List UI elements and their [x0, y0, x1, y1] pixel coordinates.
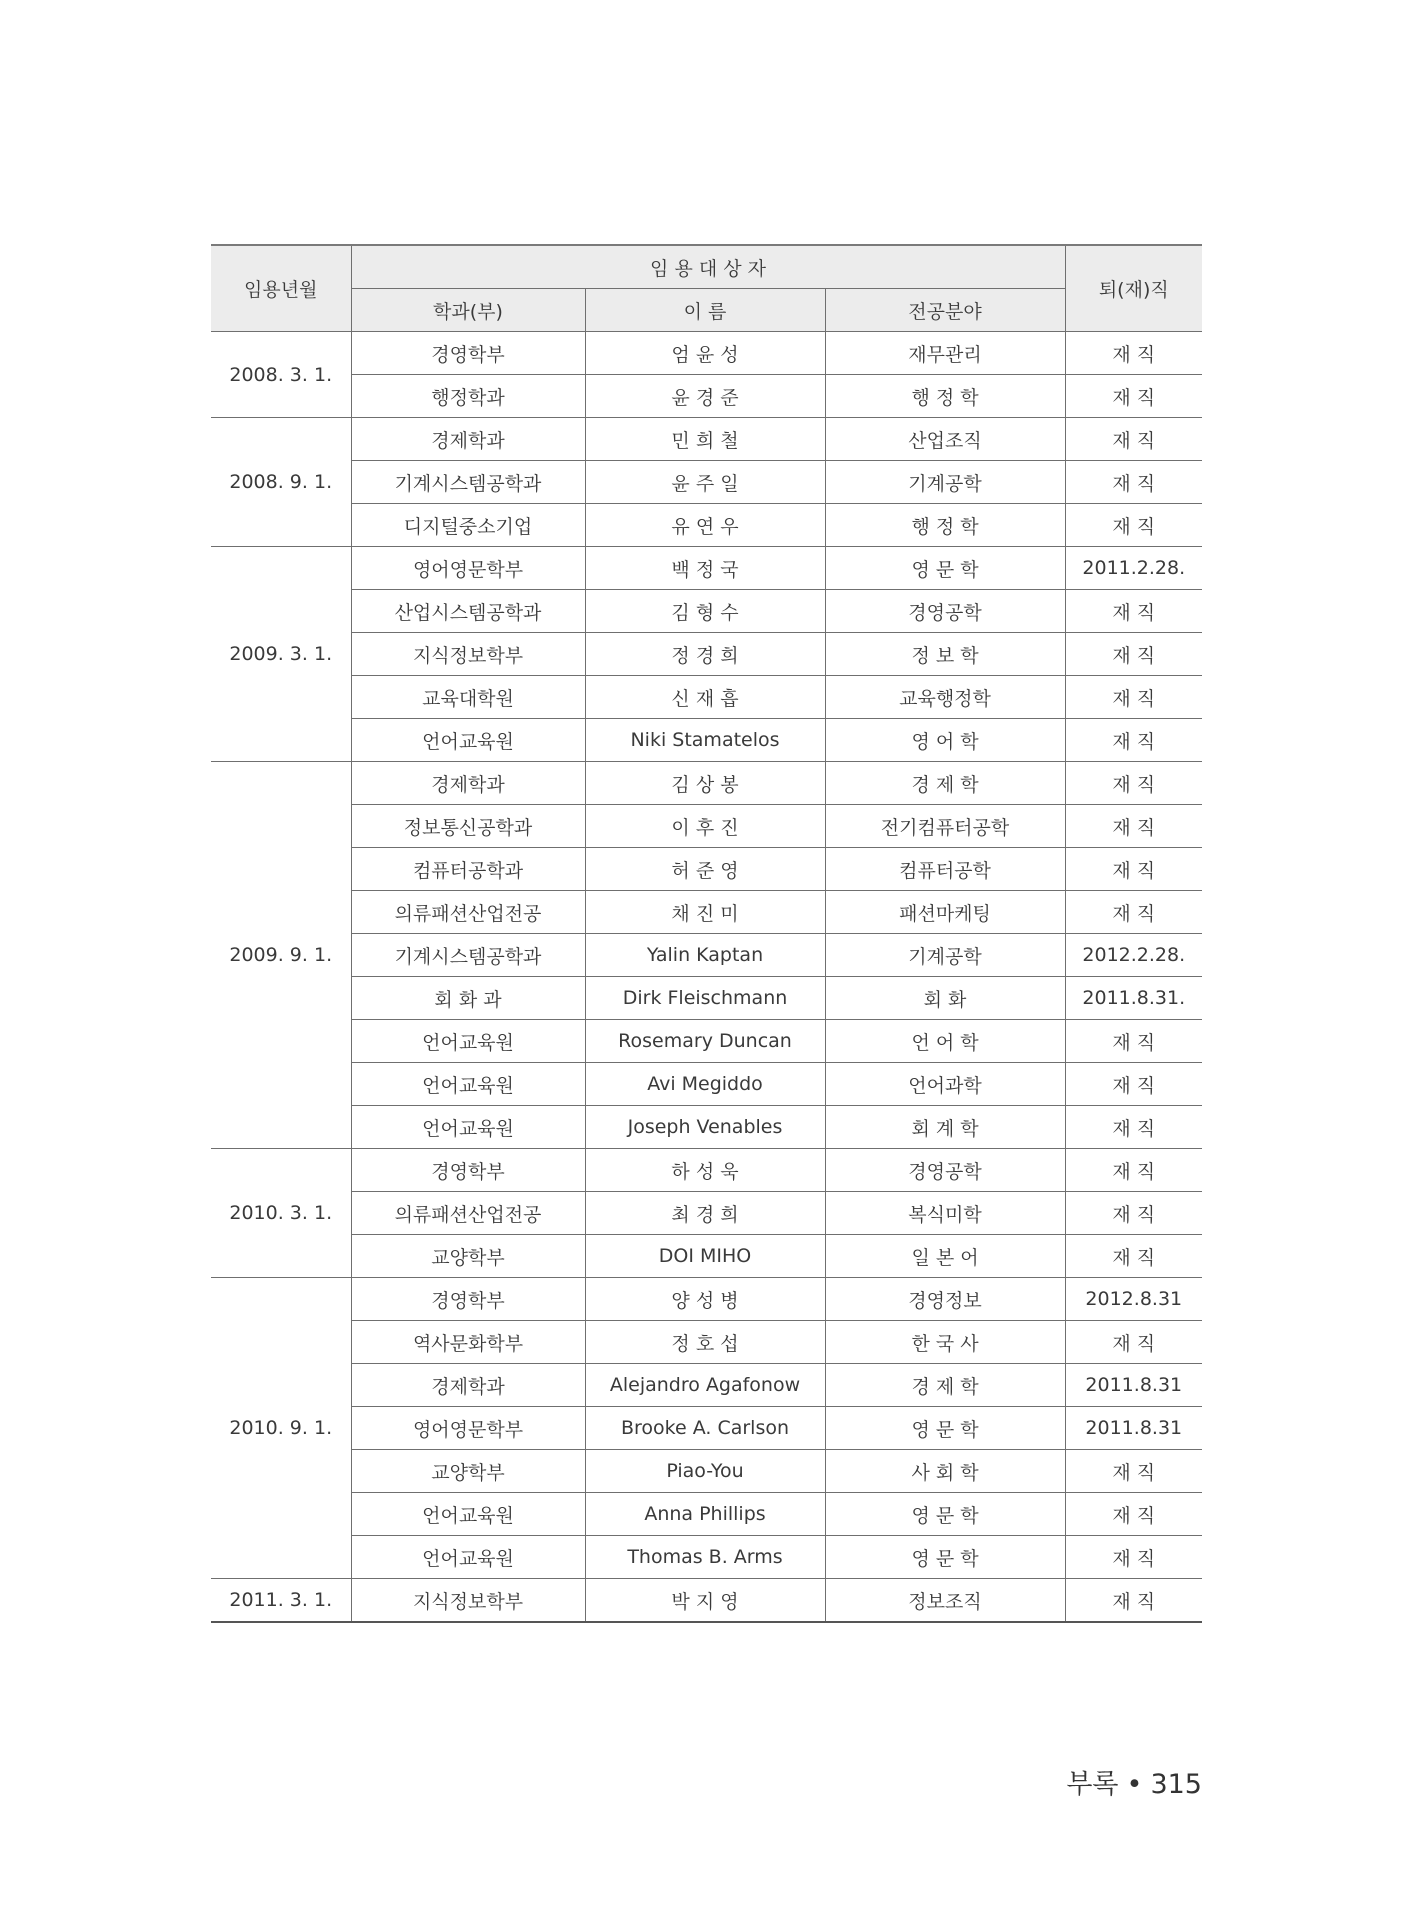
cell-status: 재 직	[1065, 1321, 1202, 1364]
cell-status: 재 직	[1065, 1020, 1202, 1063]
cell-name: Thomas B. Arms	[585, 1536, 825, 1579]
cell-field: 일 본 어	[825, 1235, 1065, 1278]
table-row	[211, 1450, 1202, 1493]
cell-dept: 정보통신공학과	[351, 805, 585, 848]
cell-status: 2011.8.31	[1065, 1407, 1202, 1450]
cell-field: 재무관리	[825, 332, 1065, 375]
cell-dept: 역사문화학부	[351, 1321, 585, 1364]
cell-name: Avi Megiddo	[585, 1063, 825, 1106]
cell-name: 이 후 진	[585, 805, 825, 848]
cell-field: 언 어 학	[825, 1020, 1065, 1063]
cell-dept: 교양학부	[351, 1235, 585, 1278]
cell-name: 채 진 미	[585, 891, 825, 934]
cell-name: Brooke A. Carlson	[585, 1407, 825, 1450]
cell-status: 2011.8.31	[1065, 1364, 1202, 1407]
cell-dept: 영어영문학부	[351, 547, 585, 590]
table-row	[211, 719, 1202, 762]
table-header	[211, 245, 1202, 332]
cell-field: 패션마케팅	[825, 891, 1065, 934]
cell-name: Joseph Venables	[585, 1106, 825, 1149]
header-group: 임 용 대 상 자	[351, 245, 1065, 289]
cell-status: 재 직	[1065, 633, 1202, 676]
table-row	[211, 1493, 1202, 1536]
cell-status: 2012.2.28.	[1065, 934, 1202, 977]
table-row	[211, 1364, 1202, 1407]
cell-status: 재 직	[1065, 1579, 1202, 1623]
cell-status: 재 직	[1065, 375, 1202, 418]
cell-field: 언어과학	[825, 1063, 1065, 1106]
cell-field: 기계공학	[825, 934, 1065, 977]
table-row	[211, 977, 1202, 1020]
page-footer	[1066, 1762, 1202, 1801]
cell-name: 신 재 흡	[585, 676, 825, 719]
cell-field: 행 정 학	[825, 504, 1065, 547]
footer-separator: •	[1126, 1769, 1143, 1800]
cell-field: 회 계 학	[825, 1106, 1065, 1149]
cell-name: 허 준 영	[585, 848, 825, 891]
table-row	[211, 1278, 1202, 1321]
cell-name: 정 경 희	[585, 633, 825, 676]
cell-dept: 언어교육원	[351, 719, 585, 762]
cell-name: 민 희 철	[585, 418, 825, 461]
header-dept: 학과(부)	[351, 289, 585, 332]
cell-dept: 언어교육원	[351, 1106, 585, 1149]
cell-name: 백 정 국	[585, 547, 825, 590]
cell-status: 재 직	[1065, 1235, 1202, 1278]
cell-dept: 기계시스템공학과	[351, 934, 585, 977]
cell-field: 영 문 학	[825, 1493, 1065, 1536]
cell-date: 2009. 9. 1.	[211, 762, 351, 1149]
cell-name: 정 호 섭	[585, 1321, 825, 1364]
cell-name: 윤 경 준	[585, 375, 825, 418]
cell-dept: 경영학부	[351, 1149, 585, 1192]
cell-name: 최 경 희	[585, 1192, 825, 1235]
cell-dept: 산업시스템공학과	[351, 590, 585, 633]
cell-status: 재 직	[1065, 762, 1202, 805]
cell-dept: 언어교육원	[351, 1063, 585, 1106]
cell-dept: 교육대학원	[351, 676, 585, 719]
cell-name: 하 성 욱	[585, 1149, 825, 1192]
cell-field: 컴퓨터공학	[825, 848, 1065, 891]
cell-field: 경영공학	[825, 590, 1065, 633]
table-row	[211, 332, 1202, 375]
cell-status: 재 직	[1065, 1450, 1202, 1493]
table-row	[211, 1020, 1202, 1063]
cell-field: 경 제 학	[825, 1364, 1065, 1407]
table-row	[211, 375, 1202, 418]
cell-field: 회 화	[825, 977, 1065, 1020]
cell-dept: 지식정보학부	[351, 633, 585, 676]
cell-status: 재 직	[1065, 805, 1202, 848]
cell-dept: 기계시스템공학과	[351, 461, 585, 504]
table-row	[211, 848, 1202, 891]
table-row	[211, 504, 1202, 547]
cell-name: 윤 주 일	[585, 461, 825, 504]
cell-field: 전기컴퓨터공학	[825, 805, 1065, 848]
appointments-table	[211, 244, 1202, 1623]
cell-field: 정보조직	[825, 1579, 1065, 1623]
cell-status: 재 직	[1065, 332, 1202, 375]
cell-dept: 경제학과	[351, 418, 585, 461]
cell-name: 엄 윤 성	[585, 332, 825, 375]
cell-status: 재 직	[1065, 1063, 1202, 1106]
cell-field: 한 국 사	[825, 1321, 1065, 1364]
cell-date: 2011. 3. 1.	[211, 1579, 351, 1623]
table-row	[211, 633, 1202, 676]
cell-status: 재 직	[1065, 848, 1202, 891]
cell-status: 재 직	[1065, 1536, 1202, 1579]
footer-section: 부록	[1066, 1769, 1119, 1800]
header-field: 전공분야	[825, 289, 1065, 332]
table-row	[211, 676, 1202, 719]
cell-field: 복식미학	[825, 1192, 1065, 1235]
cell-name: Dirk Fleischmann	[585, 977, 825, 1020]
table-body	[211, 332, 1202, 1623]
cell-status: 재 직	[1065, 1493, 1202, 1536]
cell-field: 사 회 학	[825, 1450, 1065, 1493]
cell-dept: 의류패션산업전공	[351, 1192, 585, 1235]
cell-dept: 회 화 과	[351, 977, 585, 1020]
table-row	[211, 418, 1202, 461]
table-row	[211, 1149, 1202, 1192]
table-row	[211, 1192, 1202, 1235]
cell-dept: 경영학부	[351, 1278, 585, 1321]
cell-name: 양 성 병	[585, 1278, 825, 1321]
cell-status: 2011.8.31.	[1065, 977, 1202, 1020]
cell-field: 교육행정학	[825, 676, 1065, 719]
cell-status: 2011.2.28.	[1065, 547, 1202, 590]
cell-dept: 지식정보학부	[351, 1579, 585, 1623]
table-row	[211, 1407, 1202, 1450]
cell-status: 재 직	[1065, 461, 1202, 504]
cell-dept: 교양학부	[351, 1450, 585, 1493]
cell-field: 정 보 학	[825, 633, 1065, 676]
cell-field: 경영공학	[825, 1149, 1065, 1192]
table-row	[211, 1536, 1202, 1579]
cell-field: 경 제 학	[825, 762, 1065, 805]
cell-dept: 경제학과	[351, 762, 585, 805]
cell-name: 박 지 영	[585, 1579, 825, 1623]
cell-name: 유 연 우	[585, 504, 825, 547]
cell-status: 재 직	[1065, 676, 1202, 719]
table-row	[211, 590, 1202, 633]
cell-dept: 디지털중소기업	[351, 504, 585, 547]
cell-status: 2012.8.31	[1065, 1278, 1202, 1321]
cell-status: 재 직	[1065, 719, 1202, 762]
cell-date: 2010. 3. 1.	[211, 1149, 351, 1278]
cell-status: 재 직	[1065, 590, 1202, 633]
table-row	[211, 1106, 1202, 1149]
cell-name: Piao-You	[585, 1450, 825, 1493]
cell-status: 재 직	[1065, 418, 1202, 461]
cell-field: 영 문 학	[825, 547, 1065, 590]
table-row	[211, 934, 1202, 977]
cell-field: 영 어 학	[825, 719, 1065, 762]
table-row	[211, 461, 1202, 504]
table-row	[211, 547, 1202, 590]
cell-dept: 언어교육원	[351, 1493, 585, 1536]
cell-field: 경영정보	[825, 1278, 1065, 1321]
table-row	[211, 1321, 1202, 1364]
cell-name: Niki Stamatelos	[585, 719, 825, 762]
cell-dept: 경제학과	[351, 1364, 585, 1407]
cell-status: 재 직	[1065, 891, 1202, 934]
cell-field: 행 정 학	[825, 375, 1065, 418]
cell-date: 2008. 9. 1.	[211, 418, 351, 547]
cell-dept: 컴퓨터공학과	[351, 848, 585, 891]
cell-date: 2009. 3. 1.	[211, 547, 351, 762]
cell-status: 재 직	[1065, 1149, 1202, 1192]
cell-field: 영 문 학	[825, 1407, 1065, 1450]
table-row	[211, 1579, 1202, 1623]
cell-field: 기계공학	[825, 461, 1065, 504]
table-row	[211, 762, 1202, 805]
header-date: 임용년월	[211, 245, 351, 332]
cell-status: 재 직	[1065, 1192, 1202, 1235]
cell-field: 영 문 학	[825, 1536, 1065, 1579]
cell-name: 김 상 봉	[585, 762, 825, 805]
table-row	[211, 805, 1202, 848]
cell-dept: 경영학부	[351, 332, 585, 375]
header-name: 이 름	[585, 289, 825, 332]
cell-dept: 영어영문학부	[351, 1407, 585, 1450]
table-row	[211, 1235, 1202, 1278]
cell-name: Rosemary Duncan	[585, 1020, 825, 1063]
header-status: 퇴(재)직	[1065, 245, 1202, 332]
cell-date: 2008. 3. 1.	[211, 332, 351, 418]
cell-dept: 의류패션산업전공	[351, 891, 585, 934]
cell-name: Alejandro Agafonow	[585, 1364, 825, 1407]
cell-dept: 행정학과	[351, 375, 585, 418]
cell-name: DOI MIHO	[585, 1235, 825, 1278]
footer-page-number: 315	[1150, 1769, 1202, 1800]
cell-name: 김 형 수	[585, 590, 825, 633]
cell-date: 2010. 9. 1.	[211, 1278, 351, 1579]
cell-status: 재 직	[1065, 504, 1202, 547]
cell-dept: 언어교육원	[351, 1536, 585, 1579]
cell-field: 산업조직	[825, 418, 1065, 461]
table-row	[211, 1063, 1202, 1106]
cell-name: Yalin Kaptan	[585, 934, 825, 977]
cell-name: Anna Phillips	[585, 1493, 825, 1536]
cell-status: 재 직	[1065, 1106, 1202, 1149]
cell-dept: 언어교육원	[351, 1020, 585, 1063]
table-row	[211, 891, 1202, 934]
